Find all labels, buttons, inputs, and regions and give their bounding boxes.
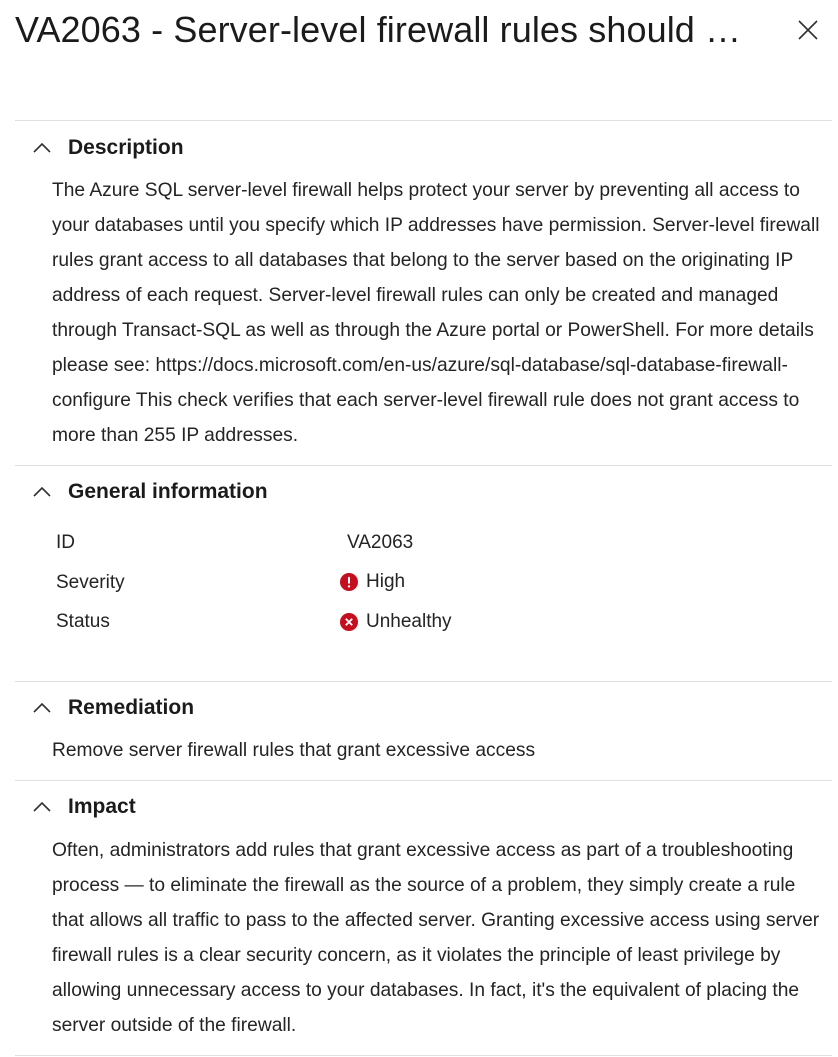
general-information-section-toggle[interactable] <box>30 478 268 506</box>
id-label: ID <box>56 532 75 553</box>
chevron-up-icon <box>30 800 54 814</box>
severity-value <box>340 570 405 594</box>
remediation-section-title: Remediation <box>68 696 195 719</box>
divider <box>15 681 832 682</box>
divider <box>15 120 832 121</box>
general-information-section-title: General information <box>68 480 268 503</box>
chevron-up-icon <box>30 701 54 715</box>
impact-section-title: Impact <box>68 795 136 818</box>
divider <box>15 1055 832 1056</box>
panel-title: VA2063 - Server-level firewall rules should … <box>15 9 742 50</box>
exclamation-circle-icon <box>340 573 358 591</box>
divider <box>15 465 832 466</box>
id-value: VA2063 <box>347 532 414 553</box>
remediation-text: Remove server firewall rules that grant excessive access <box>52 740 536 761</box>
description-section-toggle[interactable] <box>30 134 184 162</box>
chevron-up-icon <box>30 141 54 155</box>
severity-label: Severity <box>56 572 125 593</box>
description-section-title: Description <box>68 136 184 159</box>
status-text: Unhealthy <box>366 611 452 632</box>
remediation-section-toggle[interactable] <box>30 694 194 722</box>
impact-section-toggle[interactable] <box>30 793 136 821</box>
divider <box>15 780 832 781</box>
impact-text: Often, administrators add rules that grant excessive access as part of a troubleshooting process — to eliminate the firewall as the source of a problem, they simply create a rule that allows all traffic to pass to the affected server. Granting excessive access using server firewall rules is a clear security concern, as it violates the principle of least privilege by allowing unnecessary access to your databases. In fact, it's the equivalent of placing the server outside of the firewall. <box>52 840 820 1036</box>
close-icon <box>795 17 821 43</box>
severity-text: High <box>366 571 406 592</box>
status-label: Status <box>56 611 110 632</box>
error-x-circle-icon <box>340 613 358 631</box>
close-button[interactable] <box>795 17 821 43</box>
status-value <box>340 610 452 634</box>
description-text: The Azure SQL server-level firewall helps protect your server by preventing all access to your databases until you specify which IP addresses have permission. Server-level firewall rules grant access to all databases that belong to the server based on the originating IP address of each request. Server-level firewall rules can only be created and managed through Transact-SQL as well as through the Azure portal or PowerShell. For more details please see: https://docs.microsoft.com/en-us/azure/sql-database/sql-database-firewall-configure This check verifies that each server-level firewall rule does not grant access to more than 255 IP addresses. <box>52 180 820 446</box>
chevron-up-icon <box>30 485 54 499</box>
